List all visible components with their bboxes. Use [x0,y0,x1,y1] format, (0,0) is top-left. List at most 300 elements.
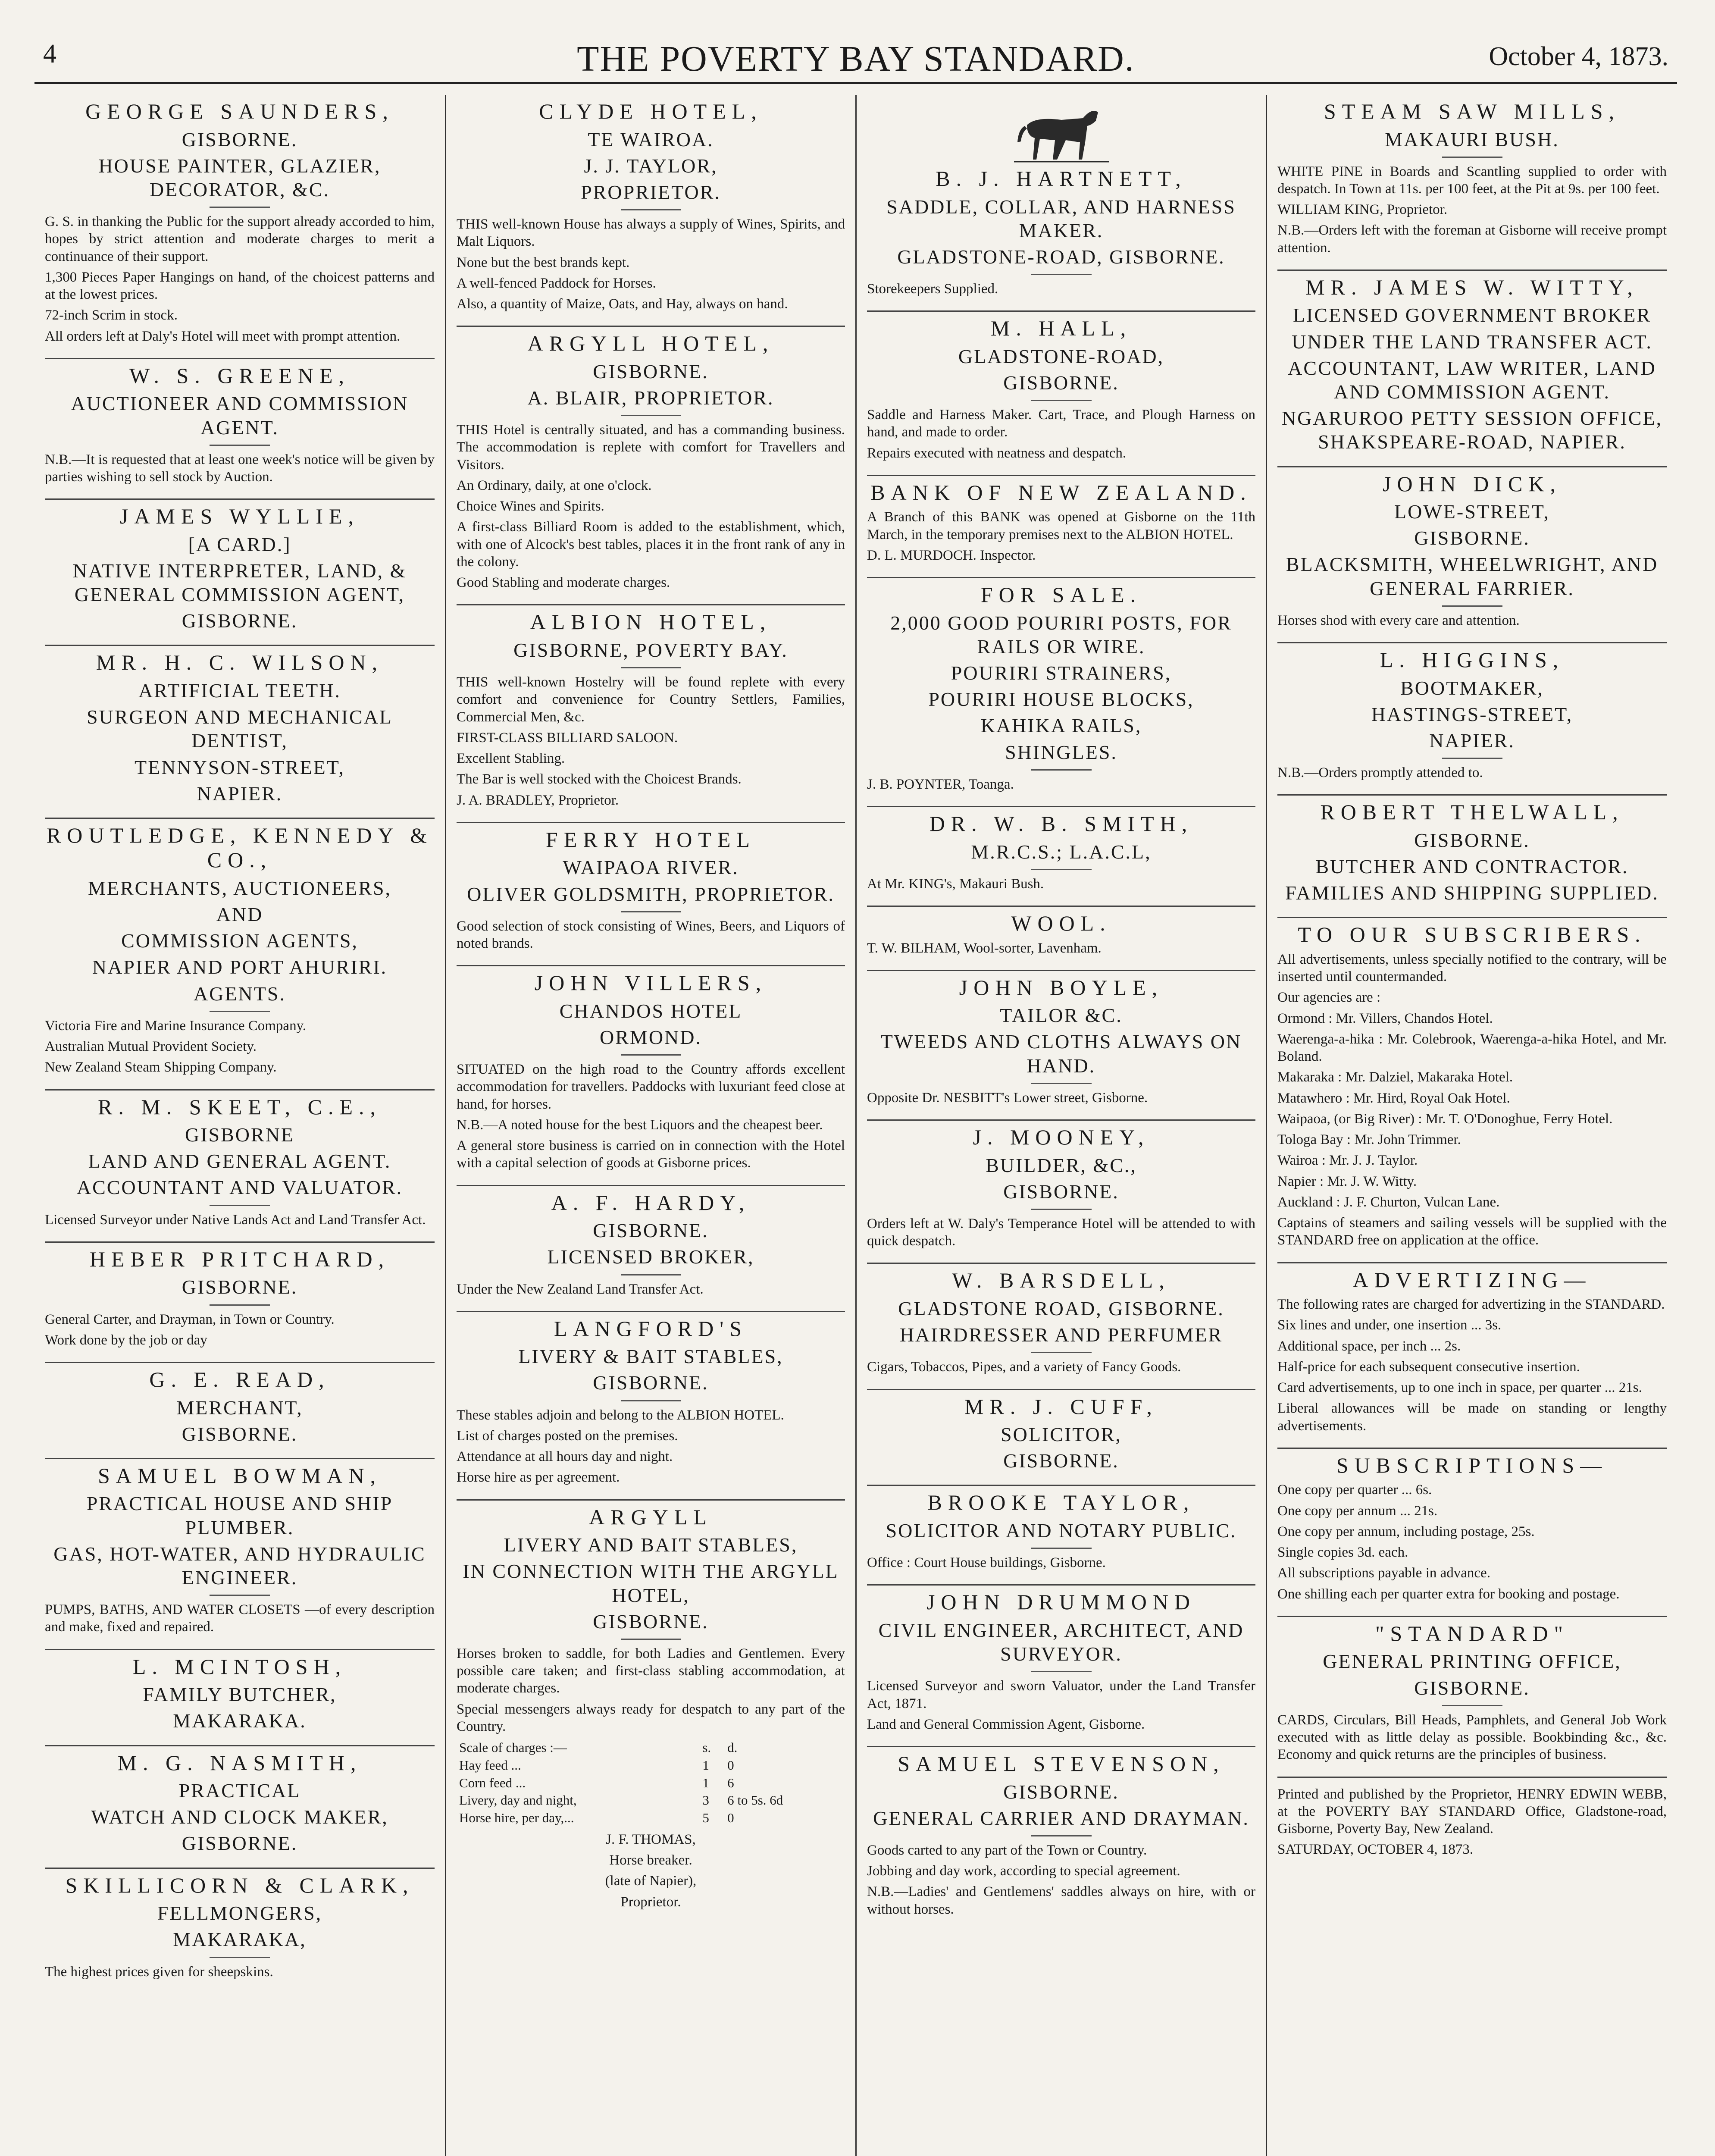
ad-subheading: POURIRI HOUSE BLOCKS, [928,688,1194,711]
ad-subheading: GISBORNE. [182,1832,298,1855]
ad-text: Six lines and under, one insertion ... 3s. [1277,1317,1502,1333]
advertiser-heading: W. BARSDELL, [952,1268,1170,1293]
advertisement-block [867,1747,1255,1931]
column-1 [34,95,445,2156]
ad-text: N.B.—It is requested that at least one week's notice will be given by parties wishing to sell stock by Auction. [45,451,435,485]
ad-text: Orders left at W. Daly's Temperance Hotel will be attended to with quick despatch. [867,1216,1255,1249]
ad-text: Horses shod with every care and attention. [1277,612,1520,628]
proprietor-signature: (late of Napier), [605,1873,697,1889]
ad-subheading: NATIVE INTERPRETER, LAND, & GENERAL COMMISSION AGENT, [72,559,407,606]
advertisement-block [867,1121,1255,1264]
ad-text: Ormond : Mr. Villers, Chandos Hotel. [1277,1010,1493,1026]
advertisement-block [867,1486,1255,1586]
advertiser-heading: MR. H. C. WILSON, [96,650,384,675]
ad-subheading: TENNYSON-STREET, [135,756,345,778]
ad-subheading: LAND AND GENERAL AGENT. [88,1150,391,1172]
ad-text: The following rates are charged for advertizing in the STANDARD. [1277,1297,1665,1313]
advertiser-heading: J. MOONEY, [973,1125,1150,1150]
ad-text: These stables adjoin and belong to the ALBION HOTEL. [457,1407,784,1423]
advertiser-heading: FERRY HOTEL [546,827,756,852]
short-rule [1031,1671,1092,1672]
advertisement-block [1277,918,1667,1263]
ad-subheading: TE WAIROA. [588,128,714,150]
advertisement-block [867,807,1255,907]
ad-subheading: HOUSE PAINTER, GLAZIER, DECORATOR, &C. [98,154,381,201]
charges-header-cell: Scale of charges :— [459,1740,567,1755]
ad-subheading: BOOTMAKER, [1400,677,1544,699]
ad-subheading: CIVIL ENGINEER, ARCHITECT, AND SURVEYOR. [878,1619,1244,1665]
ad-text: SATURDAY, OCTOBER 4, 1873. [1277,1842,1474,1858]
ad-text: Liberal allowances will be made on standing or lengthy advertisements. [1277,1401,1667,1434]
ad-text: Licensed Surveyor under Native Lands Act and Land Transfer Act. [45,1212,426,1228]
advertisement-block [867,1264,1255,1390]
ad-subheading: AGENTS. [194,982,286,1005]
advertiser-heading: HEBER PRITCHARD, [89,1247,390,1271]
advertisement-block [867,971,1255,1121]
advertisement-block [457,966,845,1186]
ad-subheading: BUTCHER AND CONTRACTOR. [1315,856,1629,878]
ad-subheading: MAKAURI BUSH. [1385,128,1559,150]
ad-subheading: BUILDER, &C., [986,1154,1137,1176]
ad-subheading: GENERAL CARRIER AND DRAYMAN. [873,1807,1249,1829]
short-rule [621,209,681,210]
ad-text: N.B.—A noted house for the best Liquors and the cheapest beer. [457,1117,823,1133]
ad-text: Special messengers always ready for despatch to any part of the Country. [457,1701,845,1734]
ad-text: Good Stabling and moderate charges. [457,575,670,591]
ad-subheading: GISBORNE [185,1124,295,1146]
ad-text: PUMPS, BATHS, AND WATER CLOSETS —of every description and make, fixed and repaired. [45,1602,435,1635]
charges-cell: 6 to 5s. 6d [727,1792,783,1808]
ad-text: A general store business is carried on in connection with the Hotel with a capital selection of goods at Gisborne prices. [457,1138,845,1171]
issue-date: October 4, 1873. [1489,42,1668,71]
ad-subheading: TAILOR &C. [1000,1004,1123,1027]
charges-row [457,1792,844,1809]
advertisement-block [45,1650,435,1746]
ad-text: N.B.—Ladies' and Gentlemens' saddles always on hire, with or without horses. [867,1884,1255,1917]
advertisement-block [1277,1778,1667,1871]
advertiser-heading: ALBION HOTEL, [530,610,772,634]
charges-header-cell: d. [727,1740,738,1755]
ad-subheading: GISBORNE. [182,1276,298,1298]
ad-text: THIS well-known House has always a supply of Wines, Spirits, and Malt Liquors. [457,216,845,250]
ad-subheading: BLACKSMITH, WHEELWRIGHT, AND GENERAL FARRIER. [1286,553,1659,599]
ad-text: Good selection of stock consisting of Wines, Beers, and Liquors of noted brands. [457,918,845,951]
ad-subheading: MERCHANT, [176,1396,303,1419]
advertiser-heading: ARGYLL [589,1504,713,1529]
ad-subheading: M.R.C.S.; L.A.C.L, [971,840,1152,863]
ad-subheading: LIVERY AND BAIT STABLES, [504,1534,798,1556]
ad-text: Single copies 3d. each. [1277,1545,1408,1561]
advertisement-block [1277,95,1667,271]
ad-subheading: UNDER THE LAND TRANSFER ACT. [1292,330,1652,353]
ad-subheading: LIVERY & BAIT STABLES, [518,1345,783,1368]
ad-text: New Zealand Steam Shipping Company. [45,1059,277,1075]
ad-text: A well-fenced Paddock for Horses. [457,275,656,291]
advertiser-heading: M. G. NASMITH, [117,1750,362,1775]
ad-subheading: 2,000 GOOD POURIRI POSTS, FOR RAILS OR WIRE. [890,611,1232,658]
short-rule [1031,274,1092,275]
ad-text: G. S. in thanking the Public for the support already accorded to him, hopes by strict attention and moderate charges to merit a continuance of their support. [45,214,435,264]
advertiser-heading: JOHN DICK, [1383,471,1562,496]
ad-text: Half-price for each subsequent consecutive insertion. [1277,1359,1580,1375]
charges-cell: 5 [702,1810,709,1826]
advertiser-heading: B. J. HARTNETT, [936,166,1187,191]
short-rule [1442,605,1502,607]
advertiser-heading: DR. W. B. SMITH, [929,812,1193,836]
ad-text: Work done by the job or day [45,1332,207,1348]
page-number: 4 [43,39,56,69]
ad-subheading: FAMILY BUTCHER, [143,1683,337,1706]
ad-subheading: GENERAL PRINTING OFFICE, [1323,1650,1621,1673]
ad-text: Storekeepers Supplied. [867,281,998,297]
ad-subheading: ORMOND. [600,1026,702,1048]
short-rule [1031,869,1092,870]
ad-subheading: GISBORNE. [182,128,298,150]
ad-subheading: MERCHANTS, AUCTIONEERS, [88,877,392,899]
ad-text: Waerenga-a-hika : Mr. Colebrook, Waerenga-a-hika Hotel, and Mr. Boland. [1277,1031,1667,1065]
advertisement-block [457,95,845,327]
ad-subheading: HASTINGS-STREET, [1371,703,1573,725]
advertisement-block [867,312,1255,476]
ad-subheading: GISBORNE. [1003,1450,1119,1472]
advertiser-heading: JOHN VILLERS, [534,971,767,995]
proprietor-signature: J. F. THOMAS, [606,1831,696,1847]
ad-subheading: MAKARAKA, [173,1928,307,1951]
column-3 [855,95,1266,2156]
ad-text: FIRST-CLASS BILLIARD SALOON. [457,730,678,746]
advertisement-block [1277,643,1667,796]
ad-text: A first-class Billiard Room is added to the establishment, which, with one of Alcock's best tables, places it in the front rank of any in the colony. [457,519,845,570]
ad-subheading: ACCOUNTANT AND VALUATOR. [76,1176,403,1199]
advertisement-block [867,1586,1255,1747]
charges-table [457,1739,845,1827]
ad-text: J. A. BRADLEY, Proprietor. [457,792,619,808]
ad-subheading: POURIRI STRAINERS, [951,662,1172,684]
ad-subheading: GISBORNE. [593,1372,709,1394]
ad-text: Horse hire as per agreement. [457,1470,620,1485]
ad-text: One shilling each per quarter extra for booking and postage. [1277,1586,1620,1602]
advertiser-heading: WOOL. [1011,911,1111,935]
advertiser-heading: SAMUEL BOWMAN, [97,1463,382,1488]
short-rule [210,445,270,446]
ad-subheading: J. J. TAYLOR, [584,154,718,177]
short-rule [210,1595,270,1596]
charges-row [457,1757,844,1774]
ad-text: List of charges posted on the premises. [457,1428,678,1444]
short-rule [1442,758,1502,759]
charges-cell: 3 [702,1792,709,1808]
advertisement-block [45,1363,435,1459]
advertiser-heading: A. F. HARDY, [551,1190,751,1215]
ad-text: One copy per quarter ... 6s. [1277,1482,1432,1498]
column-4 [1266,95,1677,2156]
ad-text: Office : Court House buildings, Gisborne. [867,1555,1106,1571]
ad-subheading: TWEEDS AND CLOTHS ALWAYS ON HAND. [880,1031,1242,1077]
ad-text: T. W. BILHAM, Wool-sorter, Lavenham. [867,940,1102,956]
charges-row [457,1810,844,1827]
advertiser-heading: G. E. READ, [149,1367,330,1392]
newspaper-title: THE POVERTY BAY STANDARD. [577,39,1135,79]
ad-subheading: GISBORNE. [182,1423,298,1445]
advertisement-block [457,1501,845,1924]
ad-text: Land and General Commission Agent, Gisborne. [867,1716,1145,1732]
ad-subheading: PRACTICAL [178,1780,301,1802]
ad-subheading: GISBORNE. [593,1219,709,1242]
proprietor-signature: Proprietor. [620,1894,681,1910]
charges-cell: 1 [702,1757,709,1773]
ad-subheading: ACCOUNTANT, LAW WRITER, LAND AND COMMISSION AGENT. [1288,357,1656,403]
ad-subheading: GISBORNE. [1003,372,1119,394]
charges-header-cell: s. [702,1740,711,1755]
ad-text: Repairs executed with neatness and despatch. [867,445,1127,461]
ad-text: Wairoa : Mr. J. J. Taylor. [1277,1153,1418,1169]
ad-text: Australian Mutual Provident Society. [45,1039,257,1055]
short-rule [210,207,270,208]
charges-cell: 6 [727,1775,734,1790]
proprietor-signature: Horse breaker. [609,1852,692,1868]
advertisement-block [45,95,435,359]
advertiser-heading: FOR SALE. [980,583,1142,607]
ad-subheading: NAPIER. [197,782,283,805]
ad-text: N.B.—Orders left with the foreman at Gisborne will receive prompt attention. [1277,222,1667,256]
charges-cell: Hay feed ... [459,1757,521,1773]
advertiser-heading: BROOKE TAYLOR, [927,1490,1195,1515]
ad-text: Attendance at all hours day and night. [457,1449,673,1465]
ad-subheading: HAIRDRESSER AND PERFUMER [899,1324,1223,1346]
page-columns [34,95,1677,2156]
ad-text: General Carter, and Drayman, in Town or Country. [45,1311,335,1327]
ad-text: THIS well-known Hostelry will be found replete with every comfort and convenience for Country Settlers, Families, Commercial Men, &c. [457,674,845,725]
ad-text: A Branch of this BANK was opened at Gisborne on the 11th March, in the temporary premises next to the ALBION HOTEL. [867,509,1255,542]
ad-subheading: WAIPAOA RIVER. [563,856,739,879]
advertiser-heading: "STANDARD" [1375,1621,1569,1645]
advertisement-block [867,578,1255,807]
ad-text: WILLIAM KING, Proprietor. [1277,202,1448,218]
ad-subheading: FELLMONGERS, [157,1902,322,1924]
advertisement-block [457,1186,845,1312]
advertiser-heading: GEORGE SAUNDERS, [85,99,394,123]
short-rule [1442,1705,1502,1706]
ad-subheading: NAPIER. [1429,729,1515,752]
charges-cell: Corn feed ... [459,1775,526,1790]
advertisement-block [1277,271,1667,467]
column-2 [445,95,855,2156]
advertisement-block [1277,1263,1667,1449]
advertisement-block [45,1746,435,1869]
ad-subheading: [A CARD.] [188,533,291,555]
ad-subheading: GAS, HOT-WATER, AND HYDRAULIC ENGINEER. [53,1542,426,1589]
short-rule [1031,1835,1092,1836]
advertisement-block [1277,1449,1667,1617]
ad-subheading: GLADSTONE-ROAD, [958,345,1164,367]
ad-subheading: IN CONNECTION WITH THE ARGYLL HOTEL, [463,1560,839,1606]
charges-row [457,1775,844,1792]
ad-subheading: SOLICITOR, [1001,1423,1122,1446]
ad-subheading: LICENSED BROKER, [547,1246,754,1268]
advertisement-block [867,907,1255,971]
advertisement-block [45,819,435,1091]
ad-subheading: SADDLE, COLLAR, AND HARNESS MAKER. [886,195,1236,241]
ad-text: Additional space, per inch ... 2s. [1277,1338,1461,1354]
advertiser-heading: SAMUEL STEVENSON, [898,1752,1225,1776]
ad-text: Captains of steamers and sailing vessels will be supplied with the STANDARD free on application at the office. [1277,1215,1667,1248]
ad-text: Printed and published by the Proprietor, HENRY EDWIN WEBB, at the POVERTY BAY STANDARD Office, Gladstone-road, Gisborne, Poverty Bay, New Zealand. [1277,1786,1667,1837]
ad-subheading: GISBORNE. [593,1610,709,1633]
ad-text: Licensed Surveyor and sworn Valuator, under the Land Transfer Act, 1871. [867,1678,1255,1711]
ad-subheading: PROPRIETOR. [581,181,721,203]
advertisement-block [457,327,845,605]
ad-subheading: GISBORNE. [1414,1677,1530,1699]
short-rule [1031,1352,1092,1353]
advertisement-block [457,605,845,823]
ad-text: All advertisements, unless specially notified to the contrary, will be inserted until countermanded. [1277,951,1667,985]
advertisement-block [45,1459,435,1650]
advertiser-heading: TO OUR SUBSCRIBERS. [1298,922,1646,947]
short-rule [210,1205,270,1206]
advertisement-block [1277,467,1667,644]
ad-text: Opposite Dr. NESBITT's Lower street, Gisborne. [867,1090,1148,1106]
advertisement-block [867,1390,1255,1486]
short-rule [210,1011,270,1012]
short-rule [621,1639,681,1640]
ad-text: Victoria Fire and Marine Insurance Company. [45,1018,307,1034]
charges-cell: Horse hire, per day,... [459,1810,574,1826]
ad-text: All orders left at Daly's Hotel will meet with prompt attention. [45,328,401,344]
advertisement-block [45,359,435,500]
ad-text: The Bar is well stocked with the Choicest Brands. [457,771,742,787]
ad-text: The highest prices given for sheepskins. [45,1964,273,1980]
ad-subheading: GISBORNE. [1003,1180,1119,1203]
ad-subheading: SHINGLES. [1005,741,1117,763]
masthead [34,26,1677,84]
advertiser-heading: L. HIGGINS, [1380,648,1565,672]
advertiser-heading: SKILLICORN & CLARK, [65,1873,414,1897]
ad-text: SITUATED on the high road to the Country affords excellent accommodation for travellers. Paddocks with luxuriant feed close at hand, for horses. [457,1062,845,1112]
advertiser-heading: ARGYLL HOTEL, [527,331,774,356]
ad-text: THIS Hotel is centrally situated, and has a commanding business. The accommodation is replete with comfort for Travellers and Visitors. [457,422,845,473]
ad-subheading: AND [216,903,263,926]
ad-subheading: GISBORNE. [1414,527,1530,549]
ad-text: Matawhero : Mr. Hird, Royal Oak Hotel. [1277,1090,1510,1106]
short-rule [621,667,681,668]
short-rule [1031,1209,1092,1210]
ad-subheading: SURGEON AND MECHANICAL DENTIST, [86,706,393,752]
charges-cell: 0 [727,1757,734,1773]
ad-subheading: SOLICITOR AND NOTARY PUBLIC. [886,1519,1237,1542]
ad-text: At Mr. KING's, Makauri Bush. [867,876,1044,892]
ad-text: Auckland : J. F. Churton, Vulcan Lane. [1277,1194,1500,1210]
ad-text: Makaraka : Mr. Dalziel, Makaraka Hotel. [1277,1069,1513,1085]
ad-text: N.B.—Orders promptly attended to. [1277,765,1483,781]
ad-text: D. L. MURDOCH. Inspector. [867,547,1036,563]
ad-subheading: ARTIFICIAL TEETH. [138,679,341,702]
advertisement-block [1277,1617,1667,1778]
ad-subheading: COMMISSION AGENTS, [121,930,358,952]
ad-subheading: MAKARAKA. [173,1710,307,1732]
ad-text: All subscriptions payable in advance. [1277,1565,1490,1581]
advertiser-heading: M. HALL, [990,316,1132,341]
ad-text: Our agencies are : [1277,990,1381,1006]
ad-subheading: GISBORNE. [182,610,298,632]
advertiser-heading: JOHN BOYLE, [959,975,1164,1000]
advertiser-heading: JAMES WYLLIE, [119,504,360,529]
charges-header-row [457,1739,844,1756]
charges-cell: Livery, day and night, [459,1792,577,1808]
ad-text: One copy per annum, including postage, 25s. [1277,1523,1535,1539]
short-rule [621,1274,681,1275]
advertiser-heading: ROUTLEDGE, KENNEDY & CO., [46,823,433,872]
ad-text: Also, a quantity of Maize, Oats, and Hay, always on hand. [457,296,788,312]
charges-cell: 1 [702,1775,709,1790]
short-rule [621,1400,681,1401]
ad-subheading: CHANDOS HOTEL [559,1000,742,1022]
ad-subheading: LICENSED GOVERNMENT BROKER [1293,304,1652,326]
ad-text: CARDS, Circulars, Bill Heads, Pamphlets, and General Job Work executed with as little delay as possible. Bookbinding &c., &c. Economy and quick returns are the principles of business. [1277,1712,1667,1763]
ad-subheading: NGARUROO PETTY SESSION OFFICE, SHAKSPEARE-ROAD, NAPIER. [1281,407,1663,453]
ad-text: Card advertisements, up to one inch in space, per quarter ... 21s. [1277,1380,1642,1396]
ad-text: None but the best brands kept. [457,254,630,270]
ad-subheading: OLIVER GOLDSMITH, PROPRIETOR. [467,883,835,905]
short-rule [210,1957,270,1958]
short-rule [621,1054,681,1056]
advertiser-heading: L. MCINTOSH, [132,1654,347,1679]
ad-text: Napier : Mr. J. W. Witty. [1277,1173,1417,1189]
short-rule [1031,769,1092,771]
advertisement-block [45,1243,435,1363]
ad-subheading: A. BLAIR, PROPRIETOR. [527,387,774,409]
advertisement-block [45,646,435,818]
advertiser-heading: LANGFORD'S [554,1316,748,1341]
ad-text: Tologa Bay : Mr. John Trimmer. [1277,1132,1461,1148]
short-rule [1031,1548,1092,1549]
advertiser-heading: ROBERT THELWALL, [1320,800,1624,824]
advertiser-heading: BANK OF NEW ZEALAND. [870,480,1252,505]
ad-subheading: NAPIER AND PORT AHURIRI. [92,956,388,978]
ad-subheading: PRACTICAL HOUSE AND SHIP PLUMBER. [86,1492,393,1539]
advertiser-heading: JOHN DRUMMOND [926,1590,1196,1614]
advertisement-block [867,476,1255,578]
ad-subheading: GLADSTONE ROAD, GISBORNE. [898,1297,1224,1319]
advertiser-heading: MR. JAMES W. WITTY, [1305,275,1639,299]
ad-text: Saddle and Harness Maker. Cart, Trace, and Plough Harness on hand, and made to order. [867,407,1255,440]
ad-subheading: FAMILIES AND SHIPPING SUPPLIED. [1285,882,1659,904]
ad-text: Horses broken to saddle, for both Ladies and Gentlemen. Every possible care taken; and first-class stabling accommodation, at moderate charges. [457,1645,845,1696]
ad-text: 72-inch Scrim in stock. [45,307,178,323]
advertisement-block [1277,796,1667,918]
ad-subheading: AUCTIONEER AND COMMISSION AGENT. [71,392,409,439]
ad-text: WHITE PINE in Boards and Scantling supplied to order with despatch. In Town at 11s. per 100 feet, at the Pit at 9s. per 100 feet. [1277,163,1667,197]
ad-subheading: GISBORNE, POVERTY BAY. [513,639,788,661]
ad-subheading: KAHIKA RAILS, [980,714,1142,737]
short-rule [210,1304,270,1306]
ad-text: Goods carted to any part of the Town or Country. [867,1842,1147,1858]
ad-subheading: GISBORNE. [1414,829,1530,851]
advertiser-heading: MR. J. CUFF, [964,1394,1158,1419]
horse-illustration-icon [1010,99,1113,164]
ad-subheading: GISBORNE. [593,360,709,382]
short-rule [1031,1083,1092,1084]
advertisement-block [457,823,845,966]
advertiser-heading: CLYDE HOTEL, [539,99,763,123]
charges-cell: 0 [727,1810,734,1826]
ad-text: An Ordinary, daily, at one o'clock. [457,477,652,493]
advertiser-heading: ADVERTIZING— [1352,1267,1592,1292]
advertisement-block [45,1091,435,1243]
ad-text: Jobbing and day work, according to special agreement. [867,1863,1180,1879]
ad-text: J. B. POYNTER, Toanga. [867,776,1014,792]
ad-subheading: WATCH AND CLOCK MAKER, [91,1806,388,1828]
ad-subheading: LOWE-STREET, [1394,501,1550,523]
